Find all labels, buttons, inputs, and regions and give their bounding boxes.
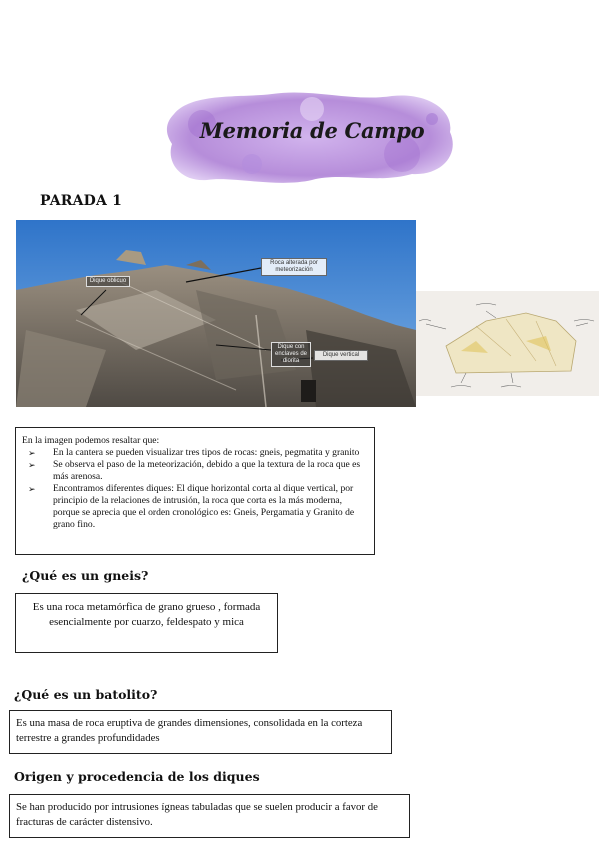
- list-item: ➢ Se observa el paso de la meteorización, debido a que la textura de la roca que es más arenosa.: [28, 459, 361, 482]
- title-banner: [162, 84, 462, 192]
- list-item: ➢ En la cantera se pueden visualizar tres tipos de rocas: gneis, pegmatita y granito: [28, 447, 360, 458]
- arrow-bullet-icon: ➢: [28, 484, 36, 494]
- diques-answer-box: [9, 794, 410, 838]
- photo-label-oblique-dike: Dique oblicuo: [86, 276, 130, 287]
- observations-list: [28, 447, 368, 531]
- photo-label-vertical-dike: Dique vertical: [314, 350, 368, 361]
- observations-box: [15, 427, 375, 555]
- batolito-answer-box: [9, 710, 392, 754]
- gneis-answer: Es una roca metamórfica de grano grueso , formada esencialmente por cuarzo, feldespato y mica: [32, 601, 261, 628]
- field-photo: [16, 220, 416, 407]
- page-title: Memoria de Campo: [199, 118, 425, 143]
- diques-answer: Se han producido por intrusiones ígneas tabuladas que se suelen producir a favor de fracturas de carácter distensivo.: [16, 801, 378, 828]
- photo-label-weathered-rock: Roca alterada por meteorización: [261, 258, 327, 276]
- photo-label-dike-enclaves: Dique con enclaves de diorita: [271, 342, 311, 367]
- arrow-bullet-icon: ➢: [28, 448, 36, 458]
- gneis-question: ¿Qué es un gneis?: [22, 568, 149, 583]
- batolito-question: ¿Qué es un batolito?: [14, 687, 158, 702]
- gneis-answer-box: [15, 593, 278, 653]
- stop-title: PARADA 1: [40, 193, 123, 209]
- arrow-bullet-icon: ➢: [28, 460, 36, 470]
- observations-intro: En la imagen podemos resaltar que:: [22, 435, 160, 446]
- list-item: ➢ Encontramos diferentes diques: El dique horizontal corta al dique vertical, por principio de la relaciones de intrusión, la roca que corta es la más moderna, porque se aprecia que el orden cronológico es: Gneis, Pergamatia y Granito de grano fino.: [28, 483, 355, 530]
- diques-question: Origen y procedencia de los diques: [14, 769, 260, 784]
- field-sketch: [416, 291, 599, 396]
- batolito-answer: Es una masa de roca eruptiva de grandes dimensiones, consolidada en la corteza terrestre a grandes profundidades: [16, 717, 363, 744]
